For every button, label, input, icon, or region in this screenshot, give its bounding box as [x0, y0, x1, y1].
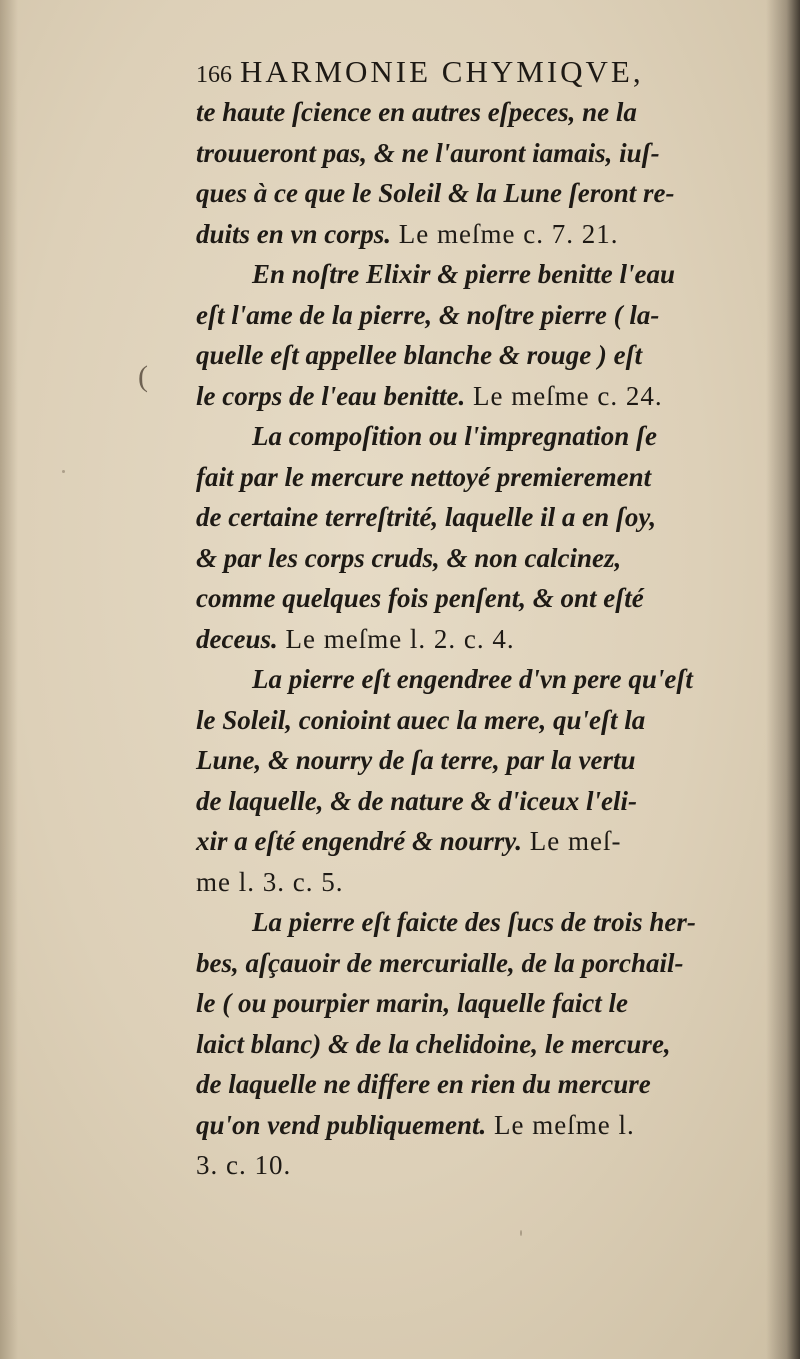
text-line — [196, 254, 776, 295]
italic-text: te haute ſcience en autres eſpeces, ne la — [196, 97, 637, 127]
citation-text: Le meſ- — [522, 826, 622, 856]
text-line — [196, 1024, 776, 1065]
page-edge-shading — [0, 0, 18, 1359]
text-lines — [196, 92, 776, 1186]
text-line — [196, 578, 776, 619]
text-line — [196, 902, 776, 943]
text-line — [196, 1145, 776, 1186]
italic-text: La pierre eſt engendree d'vn pere qu'eſt — [252, 664, 693, 694]
text-line — [196, 659, 776, 700]
text-line — [196, 295, 776, 336]
italic-text: En noſtre Elixir & pierre benitte l'eau — [252, 259, 676, 289]
italic-text: & par les corps cruds, & non calcinez, — [196, 542, 622, 573]
citation-text: Le meſme l. — [486, 1109, 635, 1140]
citation-text: me l. 3. c. 5. — [196, 866, 344, 897]
italic-text: quelle eſt appellee blanche & rouge ) eſt — [196, 340, 643, 370]
italic-text: le corps de l'eau benitte. — [196, 380, 466, 411]
running-title: HARMONIE CHYMIQVE, — [240, 54, 644, 89]
text-line — [196, 1064, 776, 1105]
text-line — [196, 214, 776, 255]
text-line — [196, 457, 776, 498]
text-line — [196, 538, 776, 579]
italic-text: laict blanc) & de la chelidoine, le mercure, — [196, 1028, 671, 1059]
text-line — [196, 700, 776, 741]
text-line — [196, 781, 776, 822]
text-line — [196, 173, 776, 214]
italic-text: La compoſition ou l'impregnation ſe — [252, 421, 658, 451]
italic-text: Lune, & nourry de ſa terre, par la vertu — [196, 745, 636, 775]
citation-text: 3. c. 10. — [196, 1150, 292, 1180]
margin-bracket-mark: ( — [138, 360, 148, 393]
text-line — [196, 943, 776, 984]
citation-text: Le meſme l. 2. c. 4. — [277, 623, 515, 654]
paper-speck — [62, 470, 65, 473]
running-head — [196, 52, 776, 92]
italic-text: xir a eſté engendré & nourry. — [196, 826, 522, 856]
italic-text: ques à ce que le Soleil & la Lune ſeront re- — [196, 178, 675, 208]
text-line — [196, 376, 776, 417]
text-line — [196, 740, 776, 781]
italic-text: comme quelques fois penſent, & ont eſté — [196, 583, 644, 613]
italic-text: eſt l'ame de la pierre, & noſtre pierre ( la- — [196, 299, 660, 330]
text-line — [196, 92, 776, 133]
italic-text: de certaine terreſtrité, laquelle il a en ſoy, — [196, 502, 657, 532]
italic-text: qu'on vend publiquement. — [196, 1109, 487, 1140]
italic-text: de laquelle, & de nature & d'iceux l'eli- — [196, 785, 637, 816]
text-line — [196, 497, 776, 538]
text-line — [196, 133, 776, 174]
text-line — [196, 821, 776, 862]
italic-text: duits en vn corps. — [196, 218, 392, 249]
text-line — [196, 416, 776, 457]
text-line — [196, 862, 776, 903]
italic-text: La pierre eſt faicte des ſucs de trois her- — [252, 907, 696, 937]
italic-text: le ( ou pourpier marin, laquelle faict le — [196, 988, 628, 1018]
text-line — [196, 335, 776, 376]
citation-text: Le meſme c. 24. — [465, 380, 663, 411]
italic-text: bes, aſçauoir de mercurialle, de la porchail- — [196, 947, 684, 978]
italic-text: fait par le mercure nettoyé premierement — [196, 461, 652, 492]
text-line — [196, 1105, 776, 1146]
text-block — [196, 52, 776, 1186]
citation-text: Le meſme c. 7. 21. — [391, 218, 619, 249]
italic-text: trouueront pas, & ne l'auront iamais, iuſ- — [196, 137, 660, 168]
italic-text: le Soleil, conioint auec la mere, qu'eſt la — [196, 704, 646, 735]
page-number: 166 — [196, 62, 232, 88]
paper-speck — [520, 1230, 522, 1236]
text-line — [196, 983, 776, 1024]
italic-text: deceus. — [196, 623, 278, 654]
text-line — [196, 619, 776, 660]
italic-text: de laquelle ne differe en rien du mercure — [196, 1069, 651, 1099]
